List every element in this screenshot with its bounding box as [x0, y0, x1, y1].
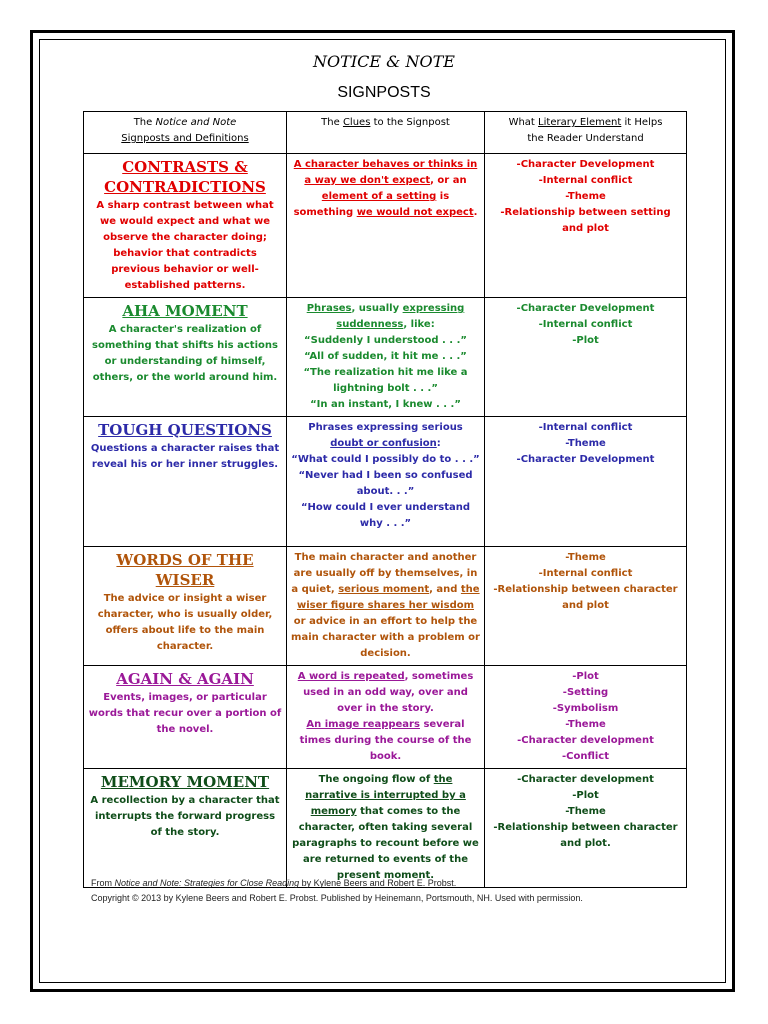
- signpost-name: TOUGH QUESTIONS: [98, 421, 272, 439]
- header-clues: The Clues to the Signpost: [287, 112, 485, 154]
- page-title: NOTICE & NOTE: [313, 52, 455, 71]
- signpost-cell: [84, 769, 287, 888]
- signpost-name: WORDS OF THE WISER: [116, 551, 254, 589]
- table-row: [84, 769, 687, 888]
- signpost-name: MEMORY MOMENT: [100, 773, 270, 791]
- clue-cell: A character behaves or thinks in a way we don't expect, or an element of a setting is something we would not expect.: [287, 154, 485, 298]
- signpost-definition: A recollection by a character that interrupts the forward progress of the story.: [90, 795, 280, 838]
- signpost-cell: [84, 298, 287, 417]
- signpost-definition: Questions a character raises that reveal his or her inner struggles.: [90, 443, 280, 470]
- clue-cell: The main character and another are usually off by themselves, in a quiet, serious moment, and the wiser figure shares her wisdom or advice in an effort to help the main character with a problem or decision.: [287, 547, 485, 666]
- header-row: [84, 112, 687, 154]
- element-cell: -Internal conflict -Theme -Character Development: [485, 417, 687, 547]
- page-subtitle: SIGNPOSTS: [337, 84, 431, 101]
- signposts-table: [83, 111, 687, 888]
- element-cell: -Plot -Setting -Symbolism -Theme -Character development -Conflict: [485, 666, 687, 769]
- signpost-definition: The advice or insight a wiser character, who is usually older, offers about life to the main character.: [97, 593, 273, 652]
- table-row: [84, 154, 687, 298]
- element-cell: -Character Development -Internal conflict -Plot: [485, 298, 687, 417]
- footer-credit: From Notice and Note: Strategies for Close Reading by Kylene Beers and Robert E. Probst.: [91, 878, 457, 888]
- signpost-name: CONTRASTS & CONTRADICTIONS: [104, 158, 266, 196]
- element-cell: -Character Development -Internal conflict -Theme -Relationship between setting and plot: [485, 154, 687, 298]
- footer-copyright: Copyright © 2013 by Kylene Beers and Robert E. Probst. Published by Heinemann, Portsmouth, NH. Used with permission.: [91, 893, 583, 903]
- header-signposts: The Notice and Note Signposts and Definitions: [84, 112, 287, 154]
- table-row: [84, 298, 687, 417]
- table-row: [84, 666, 687, 769]
- signpost-cell: [84, 154, 287, 298]
- signpost-cell: [84, 547, 287, 666]
- signpost-definition: A character's realization of something that shifts his actions or understanding of himself, others, or the world around him.: [92, 324, 278, 383]
- table-row: [84, 417, 687, 547]
- signpost-definition: Events, images, or particular words that recur over a portion of the novel.: [88, 692, 282, 735]
- element-cell: -Theme -Internal conflict -Relationship between character and plot: [485, 547, 687, 666]
- signpost-cell: [84, 666, 287, 769]
- clue-cell: The ongoing flow of the narrative is interrupted by a memory that comes to the character, often taking several paragraphs to recount before we are returned to events of the present moment.: [287, 769, 485, 888]
- clue-cell: Phrases, usually expressing suddenness, like: “Suddenly I understood . . .” “All of sudden, it hit me . . .” “The realization hit me like a lightning bolt . . .” “In an instant, I knew . . .”: [287, 298, 485, 417]
- clue-cell: Phrases expressing serious doubt or confusion: “What could I possibly do to . . .” “Never had I been so confused about. . .” “How could I ever understand why . . .”: [287, 417, 485, 547]
- table-row: [84, 547, 687, 666]
- signpost-cell: [84, 417, 287, 547]
- signpost-name: AHA MOMENT: [122, 302, 248, 320]
- header-literary-element: What Literary Element it Helps the Reader Understand: [485, 112, 687, 154]
- signpost-name: AGAIN & AGAIN: [116, 670, 254, 688]
- signpost-definition: A sharp contrast between what we would expect and what we observe the character doing; behavior that contradicts previous behavior or well-established patterns.: [96, 200, 274, 291]
- clue-cell: A word is repeated, sometimes used in an odd way, over and over in the story. An image reappears several times during the course of the book.: [287, 666, 485, 769]
- element-cell: -Character development -Plot -Theme -Relationship between character and plot.: [485, 769, 687, 888]
